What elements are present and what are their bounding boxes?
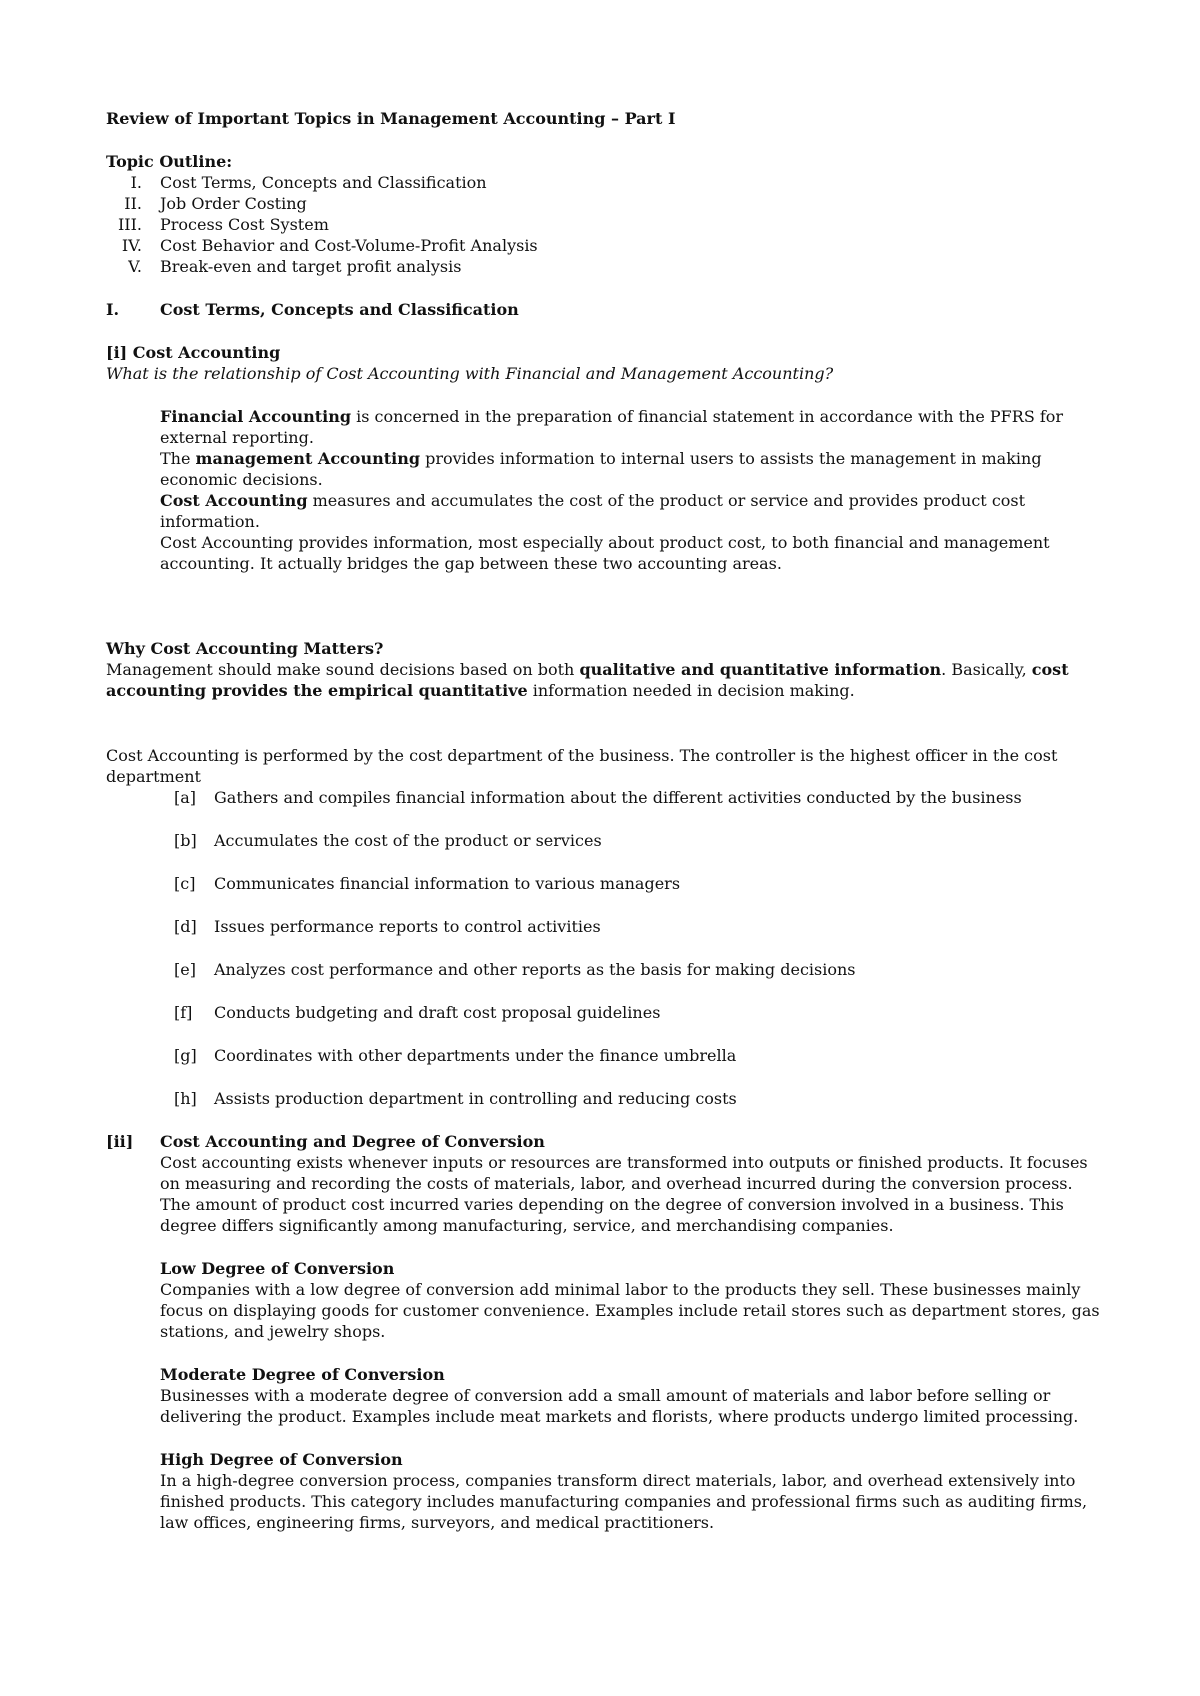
duty-text: Accumulates the cost of the product or services xyxy=(214,831,602,850)
outline-num: V. xyxy=(128,257,142,276)
duty-label: [a] xyxy=(174,788,197,807)
duty-text: Assists production department in controlling and reducing costs xyxy=(214,1089,737,1108)
duty-label: [g] xyxy=(174,1046,197,1065)
performed-by-text: Cost Accounting is performed by the cost department of the business. The controller is the highest officer in the cost department xyxy=(106,746,1058,786)
high-degree-text: In a high-degree conversion process, companies transform direct materials, labor, and overhead extensively into finished products. This category includes manufacturing companies and professional firms such as auditing firms, law offices, engineering firms, surveyors, and medical practitioners. xyxy=(160,1471,1088,1532)
why-paragraph xyxy=(106,659,1100,701)
conversion-degree-text: The amount of product cost incurred varies depending on the degree of conversion involved in a business. This degree differs significantly among manufacturing, service, and merchandising companies. xyxy=(160,1195,1064,1235)
outline-item xyxy=(106,172,1100,193)
duty-label: [f] xyxy=(174,1003,193,1022)
bridge-text: Cost Accounting provides information, most especially about product cost, to both financial and management accounting. It actually bridges the gap between these two accounting areas. xyxy=(160,533,1050,573)
duty-text: Communicates financial information to various managers xyxy=(214,874,681,893)
outline-num: I. xyxy=(130,173,142,192)
low-degree-text: Companies with a low degree of conversion add minimal labor to the products they sell. These businesses mainly focus on displaying goods for customer convenience. Examples include retail stores such as department stores, gas stations, and jewelry shops. xyxy=(160,1280,1100,1341)
outline-heading: Topic Outline: xyxy=(106,152,233,171)
topic-outline xyxy=(106,172,1100,277)
why-bold-2: cost accounting provides the empirical quantitative xyxy=(106,660,1069,700)
section-1-title: Cost Terms, Concepts and Classification xyxy=(160,300,519,319)
accounting-definitions xyxy=(160,406,1100,574)
duty-item xyxy=(174,1045,1100,1066)
why-text-2: . Basically, xyxy=(941,660,1032,679)
fa-term: Financial Accounting xyxy=(160,407,352,426)
management-accounting-def xyxy=(160,448,1100,490)
moderate-degree-text: Businesses with a moderate degree of conversion add a small amount of materials and labor before selling or delivering the product. Examples include meat markets and florists, where products undergo limited processing. xyxy=(160,1386,1079,1426)
duty-item xyxy=(174,1088,1100,1109)
section-1-num: I. xyxy=(106,300,120,319)
sub-ii-num: [ii] xyxy=(106,1132,134,1151)
duty-label: [e] xyxy=(174,960,196,979)
duty-label: [c] xyxy=(174,874,196,893)
duty-item xyxy=(174,787,1100,808)
outline-text: Process Cost System xyxy=(160,215,329,234)
high-degree-heading: High Degree of Conversion xyxy=(160,1450,403,1469)
duty-text: Conducts budgeting and draft cost proposal guidelines xyxy=(214,1003,661,1022)
duty-label: [b] xyxy=(174,831,197,850)
outline-item xyxy=(106,256,1100,277)
sub-ii-section xyxy=(106,1131,1100,1533)
outline-item xyxy=(106,214,1100,235)
duty-text: Coordinates with other departments under the finance umbrella xyxy=(214,1046,737,1065)
duty-item xyxy=(174,959,1100,980)
duty-label: [h] xyxy=(174,1089,197,1108)
ma-text: provides information to internal users to assists the management in making economic decisions. xyxy=(160,449,1042,489)
ca-text: measures and accumulates the cost of the product or service and provides product cost information. xyxy=(160,491,1026,531)
moderate-degree-heading: Moderate Degree of Conversion xyxy=(160,1365,445,1384)
cost-accounting-def xyxy=(160,490,1100,532)
why-bold-1: qualitative and quantitative information xyxy=(579,660,942,679)
duty-label: [d] xyxy=(174,917,197,936)
document-title: Review of Important Topics in Management Accounting – Part I xyxy=(106,109,676,128)
low-degree-heading: Low Degree of Conversion xyxy=(160,1259,395,1278)
outline-num: III. xyxy=(117,215,142,234)
duty-text: Issues performance reports to control activities xyxy=(214,917,601,936)
section-1-heading xyxy=(106,299,1100,320)
outline-text: Job Order Costing xyxy=(160,194,307,213)
duty-item xyxy=(174,1002,1100,1023)
outline-num: IV. xyxy=(121,236,142,255)
relationship-question: What is the relationship of Cost Accounting with Financial and Management Accounting? xyxy=(106,364,834,383)
outline-item xyxy=(106,235,1100,256)
why-text-3: information needed in decision making. xyxy=(527,681,855,700)
ca-term: Cost Accounting xyxy=(160,491,308,510)
why-text-1: Management should make sound decisions based on both xyxy=(106,660,580,679)
conversion-intro: Cost accounting exists whenever inputs or resources are transformed into outputs or finished products. It focuses on measuring and recording the costs of materials, labor, and overhead incurred during the conversion process. xyxy=(160,1153,1088,1193)
outline-text: Cost Behavior and Cost-Volume-Profit Analysis xyxy=(160,236,538,255)
ma-pre: The xyxy=(160,449,196,468)
sub-ii-heading: Cost Accounting and Degree of Conversion xyxy=(160,1132,545,1151)
duties-list xyxy=(106,787,1100,1109)
duty-item xyxy=(174,830,1100,851)
sub-i-heading: [i] Cost Accounting xyxy=(106,343,281,362)
duty-text: Analyzes cost performance and other reports as the basis for making decisions xyxy=(214,960,856,979)
fa-text: is concerned in the preparation of financial statement in accordance with the PFRS for external reporting. xyxy=(160,407,1064,447)
outline-num: II. xyxy=(124,194,142,213)
duty-text: Gathers and compiles financial information about the different activities conducted by the business xyxy=(214,788,1022,807)
outline-item xyxy=(106,193,1100,214)
financial-accounting-def xyxy=(160,406,1100,448)
sub-ii-body xyxy=(160,1131,1100,1533)
outline-text: Cost Terms, Concepts and Classification xyxy=(160,173,487,192)
why-heading: Why Cost Accounting Matters? xyxy=(106,639,384,658)
ma-term: management Accounting xyxy=(195,449,421,468)
outline-text: Break-even and target profit analysis xyxy=(160,257,462,276)
duty-item xyxy=(174,873,1100,894)
duty-item xyxy=(174,916,1100,937)
